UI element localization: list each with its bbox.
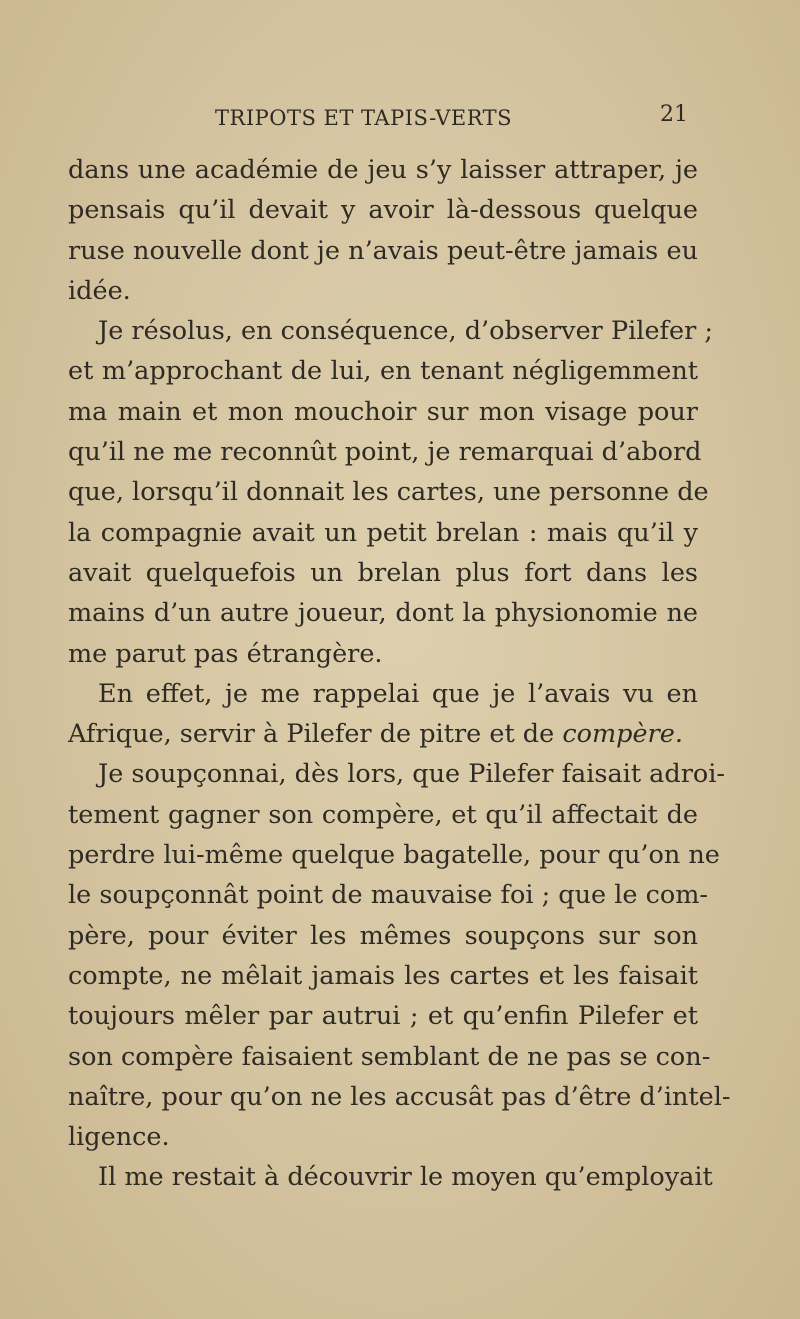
- text-line-content: En effet, je me rappelai que je l’avais vu en: [98, 678, 698, 709]
- running-title: TRIPOTS ET TAPIS-VERTS: [215, 106, 513, 130]
- text-line: [68, 916, 698, 956]
- text-line: [68, 392, 698, 432]
- text-line: [68, 593, 698, 633]
- text-line: [68, 311, 713, 351]
- text-line: [68, 1077, 731, 1117]
- text-line-content: pensais qu’il devait y avoir là-dessous quelque: [68, 195, 698, 226]
- page-number: 21: [660, 102, 688, 127]
- text-line: [68, 1037, 711, 1077]
- text-line: [68, 754, 726, 794]
- text-line: [68, 956, 698, 996]
- text-line-content: me parut pas étrangère.: [68, 638, 383, 669]
- text-line-content: dans une académie de jeu s’y laisser attraper, je: [68, 155, 698, 185]
- text-line-content: Afrique, servir à Pilefer de pitre et de: [68, 719, 563, 750]
- text-line-content: perdre lui-même quelque bagatelle, pour qu’on ne: [68, 840, 720, 871]
- text-line: [68, 875, 709, 915]
- text-line: [68, 634, 698, 674]
- text-line: [68, 472, 709, 512]
- text-line-content: avait quelquefois un brelan plus fort dans les: [68, 557, 698, 588]
- text-line-content: toujours mêler par autrui ; et qu’enfin Pilefer et: [68, 1001, 698, 1032]
- text-line: [68, 231, 698, 271]
- text-line: [68, 835, 720, 875]
- text-line-content: la compagnie avait un petit brelan : mais qu’il y: [68, 517, 698, 548]
- text-line-content: ma main et mon mouchoir sur mon visage pour: [68, 396, 698, 427]
- text-line: [68, 1117, 698, 1157]
- text-line-content: Il me restait à découvrir le moyen qu’employait: [98, 1162, 713, 1193]
- text-line-content: ligence.: [68, 1122, 170, 1153]
- text-line-content: que, lorsqu’il donnait les cartes, une personne de: [68, 477, 709, 508]
- text-line: [68, 432, 702, 472]
- text-line: [68, 714, 698, 754]
- italic-word: compère.: [562, 719, 683, 750]
- text-line: [68, 553, 698, 593]
- text-line: [68, 271, 698, 311]
- text-line: [68, 513, 698, 553]
- text-line: [68, 795, 698, 835]
- text-line-content: père, pour éviter les mêmes soupçons sur son: [68, 920, 698, 951]
- text-line-content: le soupçonnât point de mauvaise foi ; que le com-: [68, 880, 709, 911]
- running-head: [0, 102, 800, 146]
- text-line-content: son compère faisaient semblant de ne pas se con-: [68, 1041, 711, 1072]
- text-line-content: idée.: [68, 275, 131, 306]
- text-line: [68, 1157, 713, 1197]
- text-line-content: compte, ne mêlait jamais les cartes et les faisait: [68, 960, 698, 991]
- text-line: [68, 996, 698, 1036]
- text-line-content: et m’approchant de lui, en tenant négligemment: [68, 356, 698, 387]
- text-line: [68, 674, 698, 714]
- text-line-content: ruse nouvelle dont je n’avais peut-être jamais eu: [68, 235, 698, 266]
- text-line-content: tement gagner son compère, et qu’il affectait de: [68, 799, 698, 830]
- text-line: [68, 150, 698, 190]
- text-line: [68, 351, 698, 391]
- body-text: [68, 150, 731, 1198]
- text-line-content: naître, pour qu’on ne les accusât pas d’être d’intel-: [68, 1081, 731, 1112]
- text-line-content: qu’il ne me reconnût point, je remarquai d’abord: [68, 437, 702, 468]
- text-line-content: Je soupçonnai, dès lors, que Pilefer faisait adroi-: [98, 759, 726, 790]
- text-line: [68, 190, 698, 230]
- text-line-content: mains d’un autre joueur, dont la physionomie ne: [68, 598, 698, 629]
- text-line-content: Je résolus, en conséquence, d’observer Pilefer ;: [98, 316, 713, 347]
